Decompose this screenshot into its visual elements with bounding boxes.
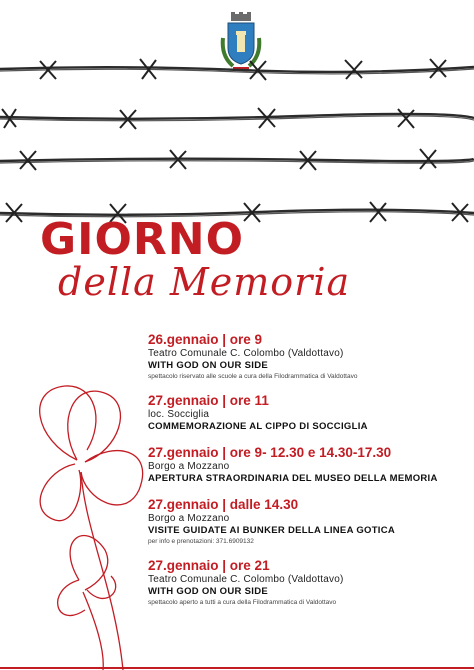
event-title: COMMEMORAZIONE AL CIPPO DI SOCCIGLIA bbox=[148, 421, 368, 432]
event-place: Teatro Comunale C. Colombo (Valdottavo) bbox=[148, 574, 344, 585]
event-title: WITH GOD ON OUR SIDE bbox=[148, 360, 268, 371]
event-place: loc. Socciglia bbox=[148, 409, 210, 420]
poster-subtitle: della Memoria bbox=[58, 260, 351, 304]
poster-title: GIORNO bbox=[40, 214, 244, 265]
event-title: VISITE GUIDATE AI BUNKER DELLA LINEA GOTICA bbox=[148, 525, 396, 536]
event-item bbox=[148, 392, 468, 433]
event-place: Borgo a Mozzano bbox=[148, 513, 230, 524]
barbed-wire-icon bbox=[0, 104, 474, 134]
event-date: 27.gennaio | ore 11 bbox=[148, 393, 269, 408]
event-item bbox=[148, 496, 468, 546]
event-note: spettacolo aperto a tutti a cura della Filodrammatica di Valdottavo bbox=[148, 599, 337, 606]
barbed-wire-icon bbox=[0, 55, 474, 85]
event-note: per info e prenotazioni: 371.6909132 bbox=[148, 538, 254, 545]
event-date: 26.gennaio | ore 9 bbox=[148, 332, 263, 347]
event-item bbox=[148, 331, 468, 381]
event-title: APERTURA STRAORDINARIA DEL MUSEO DELLA MEMORIA bbox=[148, 473, 438, 484]
event-date: 27.gennaio | ore 9- 12.30 e 14.30-17.30 bbox=[148, 445, 392, 460]
event-date: 27.gennaio | dalle 14.30 bbox=[148, 497, 299, 512]
event-item bbox=[148, 557, 468, 607]
event-place: Borgo a Mozzano bbox=[148, 461, 230, 472]
event-place: Teatro Comunale C. Colombo (Valdottavo) bbox=[148, 348, 344, 359]
barbed-wire-icon bbox=[0, 145, 474, 175]
event-date: 27.gennaio | ore 21 bbox=[148, 558, 270, 573]
event-note: spettacolo riservato alle scuole a cura della Filodrammatica di Valdottavo bbox=[148, 373, 358, 380]
event-item bbox=[148, 444, 468, 485]
event-title: WITH GOD ON OUR SIDE bbox=[148, 586, 268, 597]
events-list bbox=[148, 331, 468, 618]
